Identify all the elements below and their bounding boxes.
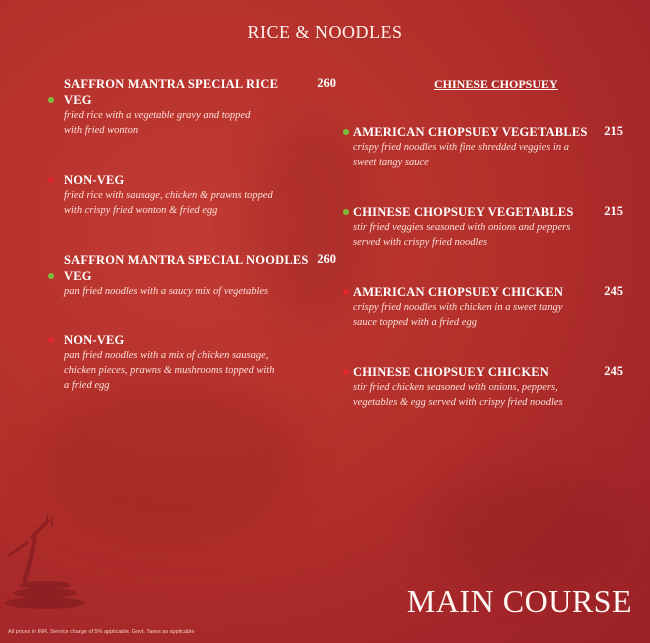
item-description: crispy fried noodles with chicken in a sweet tangy <box>353 302 563 313</box>
list-item <box>353 204 623 250</box>
item-price: 245 <box>604 364 623 378</box>
list-item <box>353 284 623 330</box>
list-item <box>353 124 623 170</box>
veg-indicator-icon <box>48 273 54 279</box>
item-description: crispy fried noodles with fine shredded veggies in a <box>353 142 569 153</box>
item-name: AMERICAN CHOPSUEY VEGETABLES <box>353 125 588 139</box>
list-item <box>64 92 334 138</box>
item-description: sweet tangy sauce <box>353 157 429 168</box>
item-price: 245 <box>604 284 623 298</box>
list-item <box>64 76 336 92</box>
list-item <box>64 172 334 218</box>
item-description: stir fried veggies seasoned with onions and peppers <box>353 222 571 233</box>
item-name: NON-VEG <box>64 333 125 347</box>
nonveg-indicator-icon <box>48 177 54 183</box>
item-description: chicken pieces, prawns & mushrooms topped with <box>64 365 275 376</box>
section-title: MAIN COURSE <box>406 583 632 619</box>
list-item <box>64 332 334 393</box>
nonveg-indicator-icon <box>48 337 54 343</box>
item-name: NON-VEG <box>64 173 125 187</box>
item-description: pan fried noodles with a mix of chicken sausage, <box>64 350 269 361</box>
list-item <box>64 268 334 299</box>
veg-indicator-icon <box>48 97 54 103</box>
item-description: fried rice with a vegetable gravy and topped <box>64 110 251 121</box>
page-title: RICE & NOODLES <box>247 22 403 42</box>
item-description: stir fried chicken seasoned with onions, peppers, <box>353 382 558 393</box>
item-description: a fried egg <box>64 380 110 391</box>
item-description: with fried wonton <box>64 125 139 136</box>
item-price: 260 <box>317 252 336 266</box>
nonveg-indicator-icon <box>343 289 349 295</box>
noodle-bowl-fork-icon <box>0 515 110 615</box>
item-description: pan fried noodles with a saucy mix of vegetables <box>64 286 269 297</box>
item-description: served with crispy fried noodles <box>353 237 488 248</box>
section-heading: CHINESE CHOPSUEY <box>434 77 558 91</box>
list-item <box>353 364 623 410</box>
veg-indicator-icon <box>343 129 349 135</box>
item-name: SAFFRON MANTRA SPECIAL RICE <box>64 77 279 91</box>
item-description: vegetables & egg served with crispy fried noodles <box>353 397 563 408</box>
item-name: CHINESE CHOPSUEY CHICKEN <box>353 365 550 379</box>
item-name: VEG <box>64 269 92 283</box>
item-description: sauce topped with a fried egg <box>353 317 477 328</box>
veg-indicator-icon <box>343 209 349 215</box>
footer-note: All prices in INR. Service charge of 5% applicable. Govt. Taxes as applicable <box>8 629 195 635</box>
item-price: 215 <box>604 124 623 138</box>
item-price: 260 <box>317 76 336 90</box>
item-description: with crispy fried wonton & fried egg <box>64 205 218 216</box>
item-price: 215 <box>604 204 623 218</box>
nonveg-indicator-icon <box>343 369 349 375</box>
item-name: SAFFRON MANTRA SPECIAL NOODLES <box>64 253 309 267</box>
item-description: fried rice with sausage, chicken & prawns topped <box>64 190 273 201</box>
item-name: CHINESE CHOPSUEY VEGETABLES <box>353 205 574 219</box>
item-name: VEG <box>64 93 92 107</box>
item-name: AMERICAN CHOPSUEY CHICKEN <box>353 285 564 299</box>
list-item <box>64 252 336 268</box>
